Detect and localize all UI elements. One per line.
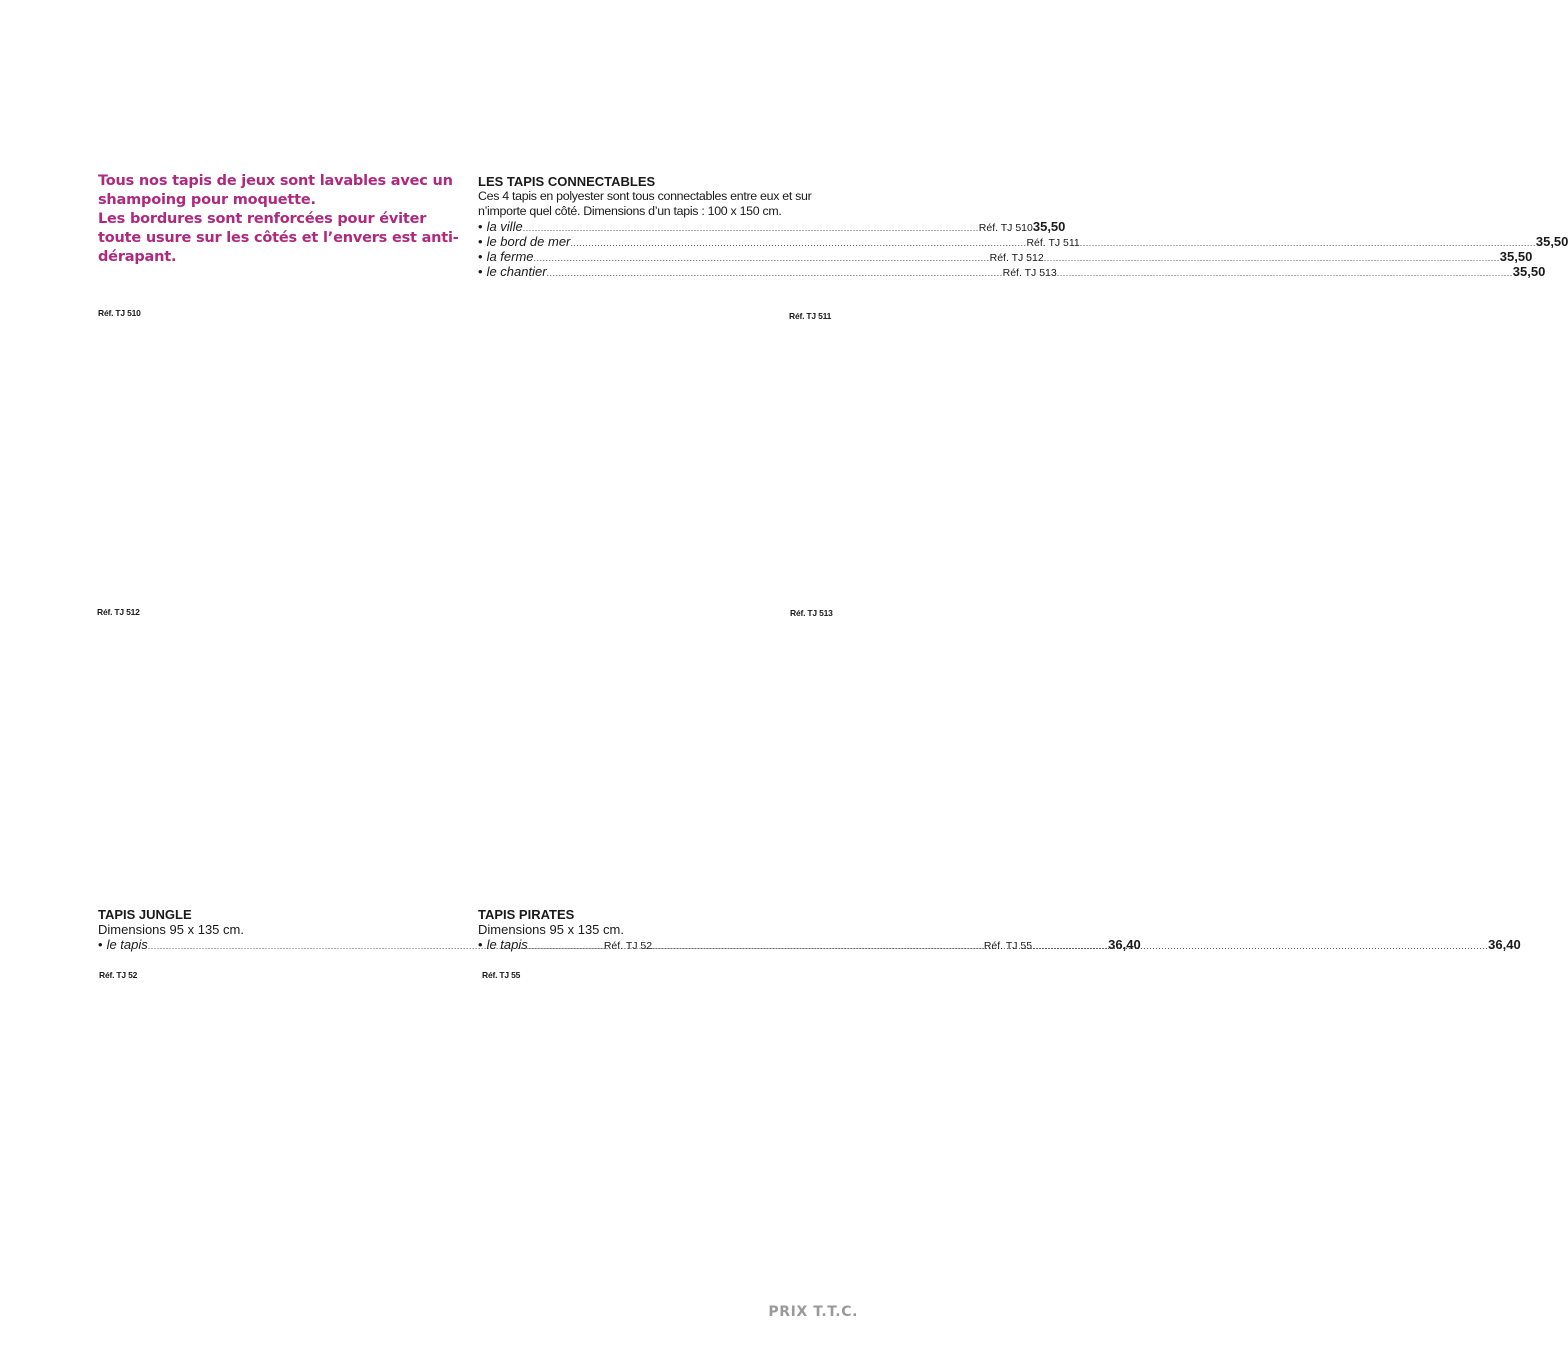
product-price: 36,40 — [1108, 937, 1141, 952]
product-ref: Réf. TJ 512 — [989, 252, 1044, 264]
jungle-title: TAPIS JUNGLE — [98, 907, 192, 922]
bullet: • — [478, 234, 483, 249]
pirates-dimensions: Dimensions 95 x 135 cm. — [478, 922, 624, 937]
bullet: • — [98, 937, 103, 952]
bullet: • — [478, 249, 483, 264]
product-ref: Réf. TJ 55 — [983, 940, 1033, 952]
image-ref-tj511: Réf. TJ 511 — [789, 311, 832, 321]
intro-line-1: Tous nos tapis de jeux sont lavables avec un shampoing pour moquette. — [98, 173, 453, 208]
product-name: le bord de mer — [486, 234, 571, 249]
price-row-chantier — [478, 264, 1546, 279]
product-ref: Réf. TJ 52 — [603, 940, 653, 952]
leader-dots — [547, 268, 1003, 278]
price-row-ferme — [478, 249, 1533, 264]
connectables-description: Ces 4 tapis en polyester sont tous connectables entre eux et sur n’importe quel côté. Dimensions d’un tapis : 100 x 150 cm. — [478, 189, 812, 218]
product-ref: Réf. TJ 511 — [1026, 237, 1080, 249]
image-ref-tj52: Réf. TJ 52 — [99, 970, 138, 980]
connectables-section — [478, 174, 1568, 279]
product-ref: Réf. TJ 513 — [1002, 267, 1057, 279]
image-ref-tj512: Réf. TJ 512 — [97, 607, 140, 617]
leader-dots — [570, 238, 1026, 248]
leader-dots — [1057, 268, 1513, 278]
product-price: 36,40 — [1488, 937, 1521, 952]
leader-dots — [1080, 238, 1536, 248]
price-row-ville — [478, 219, 1066, 234]
jungle-dimensions: Dimensions 95 x 135 cm. — [98, 922, 244, 937]
connectables-title: LES TAPIS CONNECTABLES — [478, 174, 656, 189]
product-price: 35,50 — [1032, 219, 1066, 234]
image-ref-tj513: Réf. TJ 513 — [790, 608, 833, 618]
bullet: • — [478, 219, 483, 234]
leader-dots — [528, 941, 984, 951]
intro-text — [98, 172, 470, 267]
bullet: • — [478, 264, 483, 279]
leader-dots — [523, 223, 979, 233]
product-name: la ville — [486, 219, 523, 234]
product-name: le tapis — [106, 937, 148, 952]
image-ref-tj510: Réf. TJ 510 — [98, 308, 141, 318]
product-name: le chantier — [486, 264, 547, 279]
pirates-title: TAPIS PIRATES — [478, 907, 575, 922]
product-name: le tapis — [486, 937, 528, 952]
bullet: • — [478, 937, 483, 952]
product-price: 35,50 — [1535, 234, 1568, 249]
footer-prix-ttc: PRIX T.T.C. — [768, 1304, 858, 1320]
product-price: 35,50 — [1499, 249, 1533, 264]
price-row-pirates — [478, 937, 1521, 952]
product-price: 35,50 — [1512, 264, 1546, 279]
leader-dots — [1032, 941, 1488, 951]
intro-line-2: Les bordures sont renforcées pour éviter toute usure sur les côtés et l’envers est anti-dérapant. — [98, 211, 459, 265]
leader-dots — [1044, 253, 1500, 263]
price-row-bord-de-mer — [478, 234, 1568, 249]
leader-dots — [534, 253, 990, 263]
pirates-section — [478, 907, 1521, 952]
product-ref: Réf. TJ 510 — [978, 222, 1033, 234]
product-name: la ferme — [486, 249, 534, 264]
image-ref-tj55: Réf. TJ 55 — [482, 970, 521, 980]
